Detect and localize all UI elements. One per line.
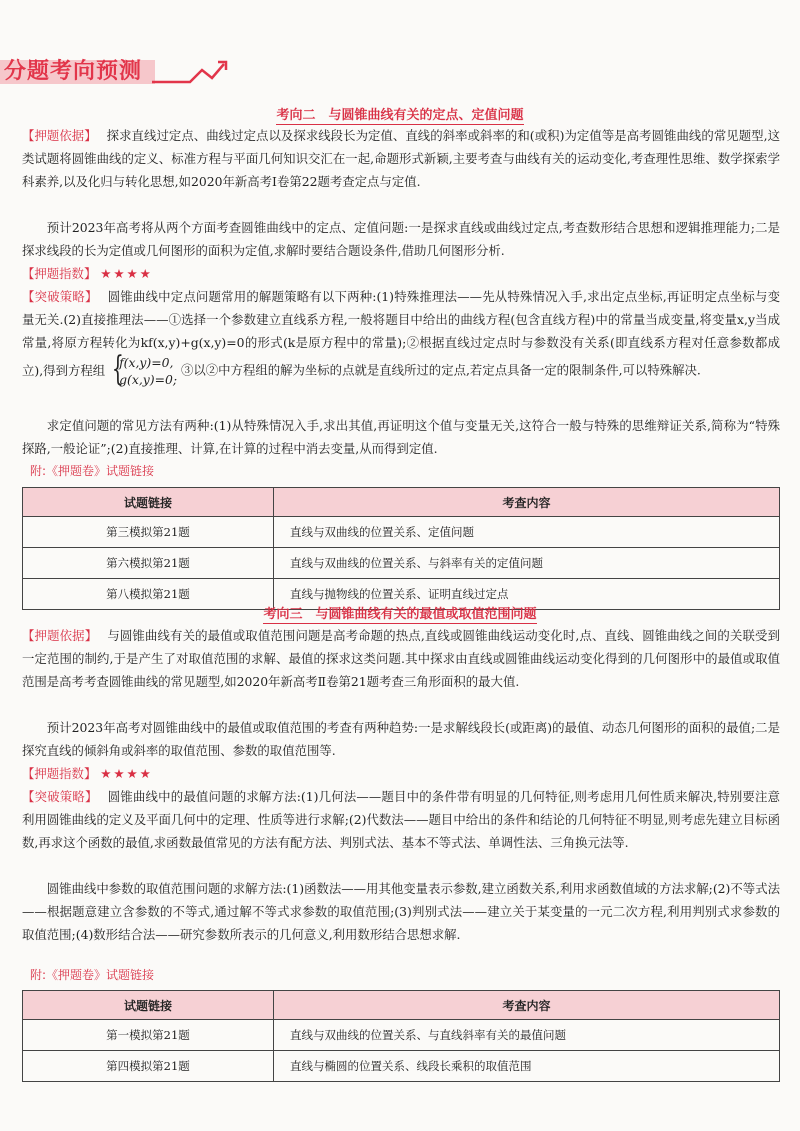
table-header: 试题链接: [23, 488, 274, 517]
table-cell: 直线与抛物线的位置关系、证明直线过定点: [274, 579, 780, 610]
section3-table: [22, 990, 780, 1082]
section3-basis: [22, 624, 780, 693]
section3-index: [22, 762, 780, 785]
basis-tag: 【押题依据】: [22, 128, 97, 143]
table-row: [23, 1051, 780, 1082]
strategy-text-b: ③以②中方程组的解为坐标的点就是直线所过的定点,若定点具备一定的限制条件,可以特殊解决.: [181, 362, 701, 378]
table-header: 考查内容: [274, 991, 780, 1020]
strategy-tag: 【突破策略】: [22, 789, 98, 804]
section2-basis: [22, 124, 780, 193]
index-tag: 【押题指数】: [22, 266, 97, 281]
table-cell: 第三模拟第21题: [23, 517, 274, 548]
section2-title: 考向二 与圆锥曲线有关的定点、定值问题: [276, 108, 524, 123]
strategy-text-a: 圆锥曲线中的最值问题的求解方法:(1)几何法——题目中的条件带有明显的几何特征,则考虑用几何性质来解决,特别要注意利用圆锥曲线的定义及平面几何中的定理、性质等进行求解;(2)代数法——题目中给出的条件和结论的几何特征不明显,则考虑先建立目标函数,再求这个函数的最值,求函数最值常见的方法有配方法、判别式法、基本不等式法、单调性法、三角换元法等.: [22, 789, 781, 850]
star-rating: ★★★★: [100, 266, 153, 281]
table-cell: 第八模拟第21题: [23, 579, 274, 610]
table-row: [23, 517, 780, 548]
table-header: 考查内容: [274, 488, 780, 517]
section3-title: 考向三 与圆锥曲线有关的最值或取值范围问题: [263, 607, 537, 622]
basis-text: 与圆锥曲线有关的最值或取值范围问题是高考命题的热点,直线或圆锥曲线运动变化时,点、直线、圆锥曲线之间的关联受到一定范围的制约,于是产生了对取值范围的求解、最值的探求这类问题.其中探求由直线或圆锥曲线运动变化得到的几何图形中的最值或取值范围是高考考查圆锥曲线的常见题型,如2020年新高考Ⅱ卷第21题考查三角形面积的最大值.: [22, 628, 780, 689]
banner-title: 分题考向预测: [4, 59, 143, 84]
strategy-text-a: 圆锥曲线中定点问题常用的解题策略有以下两种:(1)特殊推理法——先从特殊情况入手,求出定点坐标,再证明定点坐标与变量无关.(2)直接推理法——①选择一个参数建立直线系方程,一般将题目中给出的曲线方程(包含直线方程)中的常量当成变量,将变量x,y当成常量,将原方程转化为kf(x,y)+g(x,y)=0的形式(k是原方程中的常量);②根据直线过定点时与参数没有关系(即直线系方程对任意参数都成立),得到方程组: [22, 289, 781, 378]
table-header-row: [23, 488, 780, 517]
section2-attach: 附:《押题卷》试题链接: [30, 464, 155, 478]
banner-arrow-icon: [150, 58, 230, 88]
table-cell: 第一模拟第21题: [23, 1020, 274, 1051]
table-cell: 直线与双曲线的位置关系、定值问题: [274, 517, 780, 548]
section2-strategy-c: 求定值问题的常见方法有两种:(1)从特殊情况入手,求出其值,再证明这个值与变量无关,这符合一般与特殊的思维辩证关系,简称为“特殊探路,一般论证”;(2)直接推理、计算,在计算的过程中消去变量,从而得到定值.: [22, 418, 780, 456]
table-cell: 第六模拟第21题: [23, 548, 274, 579]
equation-1: f(x,y)=0,: [119, 355, 174, 370]
table-header: 试题链接: [23, 991, 274, 1020]
section2-forecast: 预计2023年高考将从两个方面考查圆锥曲线中的定点、定值问题:一是探求直线或曲线过定点,考查数形结合思想和逻辑推理能力;二是探求线段的长为定值或几何图形的面积为定值,求解时要结合题设条件,借助几何图形分析.: [22, 220, 780, 258]
section2-index: [22, 262, 780, 285]
table-header-row: [23, 991, 780, 1020]
table-row: [23, 1020, 780, 1051]
section3-attach: 附:《押题卷》试题链接: [30, 968, 155, 982]
equation-2: g(x,y)=0;: [119, 372, 178, 387]
section2-strategy: [22, 285, 780, 388]
index-tag: 【押题指数】: [22, 766, 97, 781]
section2-table: [22, 487, 780, 610]
section3-forecast: 预计2023年高考对圆锥曲线中的最值或取值范围的考查有两种趋势:一是求解线段长(或距离)的最值、动态几何图形的面积的最值;二是探究直线的倾斜角或斜率的取值范围、参数的取值范围等.: [22, 720, 780, 758]
table-cell: 直线与椭圆的位置关系、线段长乘积的取值范围: [274, 1051, 780, 1082]
table-cell: 直线与双曲线的位置关系、与斜率有关的定值问题: [274, 548, 780, 579]
star-rating: ★★★★: [100, 766, 153, 781]
section3-strategy: [22, 785, 780, 854]
basis-tag: 【押题依据】: [22, 628, 98, 643]
basis-text: 探求直线过定点、曲线过定点以及探求线段长为定值、直线的斜率或斜率的和(或积)为定值等是高考圆锥曲线的常见题型,这类试题将圆锥曲线的定义、标准方程与平面几何知识交汇在一起,命题形式新颖,主要考查与曲线有关的运动变化,考查理性思维、数学探索学科素养,以及化归与转化思想,如2020年新高考Ⅰ卷第22题考查定点与定值.: [22, 128, 780, 189]
table-row: [23, 548, 780, 579]
section-banner: [0, 52, 210, 92]
table-cell: 直线与双曲线的位置关系、与直线斜率有关的最值问题: [274, 1020, 780, 1051]
section3-strategy-b: 圆锥曲线中参数的取值范围问题的求解方法:(1)函数法——用其他变量表示参数,建立函数关系,利用求函数值域的方法求解;(2)不等式法——根据题意建立含参数的不等式,通过解不等式求参数的取值范围;(3)判别式法——建立关于某变量的一元二次方程,利用判别式求参数的取值范围;(4)数形结合法——研究参数所表示的几何意义,利用数形结合思想求解.: [22, 881, 780, 942]
equation-system: [109, 354, 177, 388]
table-cell: 第四模拟第21题: [23, 1051, 274, 1082]
strategy-tag: 【突破策略】: [22, 289, 98, 304]
